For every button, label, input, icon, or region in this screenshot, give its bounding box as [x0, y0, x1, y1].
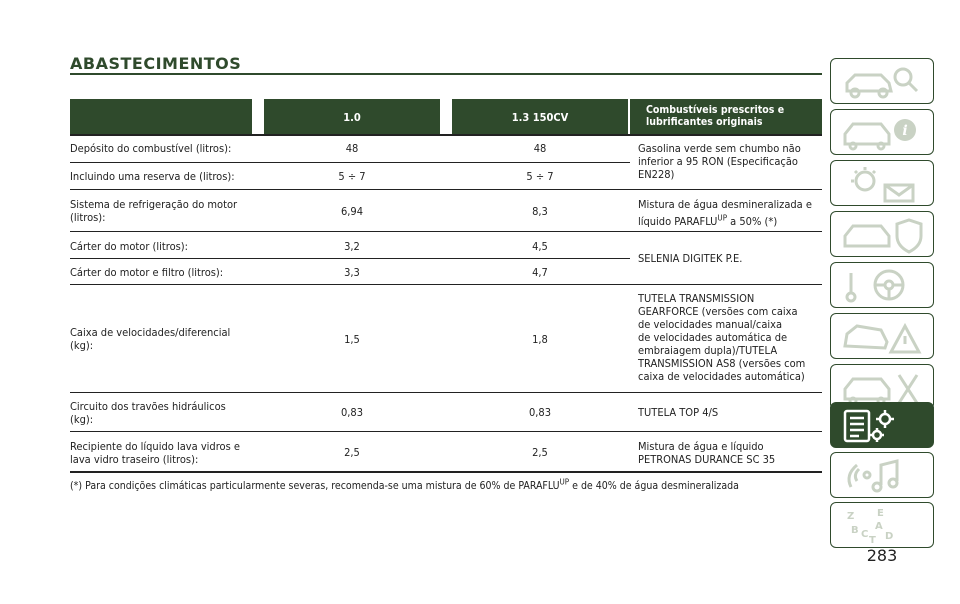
header-label-fluids — [646, 104, 822, 128]
row-reserve-value-2: 5 ÷ 7 — [526, 170, 554, 183]
sidebar-item-emergency[interactable] — [830, 313, 934, 359]
fuel-spec-line3: EN228) — [638, 168, 675, 181]
header-label-engine-1-3: 1.3 150CV — [511, 111, 569, 124]
car-safety-icon — [841, 216, 925, 254]
row-fuel-tank-value-1: 48 — [345, 142, 359, 155]
row-engine-sump-label: Cárter do motor (litros): — [70, 240, 189, 253]
gearbox-spec-line: GEARFORCE (versões com caixa — [638, 305, 798, 318]
coolant-spec-line2b: a 50% (*) — [727, 215, 778, 228]
brakes-spec: TUTELA TOP 4/S — [638, 406, 719, 419]
row-washer-label-line2: lava vidro traseiro (litros): — [70, 453, 199, 466]
row-washer-label — [70, 440, 260, 466]
svg-text:i: i — [902, 123, 908, 139]
oil-spec: SELENIA DIGITEK P.E. — [638, 252, 743, 265]
row-rule — [70, 284, 822, 285]
table-header-engine-1-0 — [264, 99, 440, 135]
coolant-spec-line1: Mistura de água desmineralizada e — [638, 198, 812, 211]
row-brakes-label-line2: (kg): — [70, 413, 94, 426]
header-fluids-line2: lubrificantes originais — [646, 116, 763, 128]
sidebar-item-safety[interactable] — [830, 211, 934, 257]
page-title: ABASTECIMENTOS — [70, 54, 242, 73]
row-rule — [70, 231, 822, 232]
row-fuel-tank-value-2: 48 — [533, 142, 547, 155]
row-sump-filter-value-1: 3,3 — [344, 266, 360, 279]
footnote-sup: UP — [559, 477, 570, 487]
row-coolant-value-1: 6,94 — [340, 205, 364, 218]
row-engine-sump-value-1: 3,2 — [344, 240, 360, 253]
row-rule — [70, 189, 822, 190]
multimedia-icon — [841, 457, 925, 495]
header-fluids-line1: Combustíveis prescritos e — [646, 104, 785, 116]
index-letter-t: T — [869, 535, 876, 545]
row-brakes-value-1: 0,83 — [340, 406, 364, 419]
row-washer-value-1: 2,5 — [344, 446, 360, 459]
gearbox-spec-line: embraiagem dupla)/TUTELA — [638, 344, 778, 357]
page-number: 283 — [866, 546, 898, 565]
sidebar-item-dashboard-info[interactable] — [830, 109, 934, 155]
car-info-icon — [841, 114, 925, 152]
technical-data-icon — [841, 407, 925, 445]
row-gearbox-label-line2: (kg): — [70, 339, 94, 352]
index-letter-d: D — [885, 531, 894, 542]
washer-spec — [638, 440, 824, 466]
fuel-spec-line2: inferior a 95 RON (Especificação — [638, 155, 798, 168]
fuel-spec-line1: Gasolina verde sem chumbo não — [638, 142, 801, 155]
steering-key-icon — [841, 267, 925, 305]
row-gearbox-value-1: 1,5 — [344, 333, 360, 346]
car-emergency-icon — [841, 318, 925, 356]
gearbox-spec-line: TUTELA TRANSMISSION — [638, 292, 755, 305]
row-brakes-label — [70, 400, 260, 426]
table-header-fluids — [630, 99, 822, 135]
row-gearbox-label-line1: Caixa de velocidades/diferencial — [70, 326, 231, 339]
coolant-spec-sup: UP — [717, 213, 728, 223]
car-magnifier-icon — [841, 63, 925, 101]
index-letter-c: C — [861, 529, 869, 540]
header-bottom-rule — [70, 134, 822, 136]
row-coolant-label-line2: (litros): — [70, 211, 106, 224]
table-bottom-rule — [70, 471, 822, 473]
table-header-engine-1-3 — [452, 99, 628, 135]
sidebar-item-alphabetical-index[interactable] — [830, 502, 934, 548]
footnote — [70, 477, 830, 493]
coolant-spec-line2 — [638, 215, 777, 228]
row-gearbox-label — [70, 326, 260, 352]
row-washer-value-2: 2,5 — [532, 446, 548, 459]
row-rule — [70, 258, 630, 259]
coolant-spec — [638, 198, 824, 228]
gearbox-spec-line: TRANSMISSION AS8 (versões com — [638, 357, 806, 370]
row-sump-filter-value-2: 4,7 — [532, 266, 548, 279]
row-gearbox-value-2: 1,8 — [532, 333, 548, 346]
washer-spec-line2: PETRONAS DURANCE SC 35 — [638, 453, 776, 466]
row-coolant-label-line1: Sistema de refrigeração do motor — [70, 198, 238, 211]
row-rule — [70, 431, 822, 432]
index-letter-e: E — [877, 508, 884, 519]
row-reserve-label: Incluindo uma reserva de (litros): — [70, 170, 235, 183]
gearbox-spec-line: de velocidades automática de — [638, 331, 788, 344]
gearbox-spec-line: caixa de velocidades automática) — [638, 370, 805, 383]
row-washer-label-line1: Recipiente do líquido lava vidros e — [70, 440, 240, 453]
row-reserve-value-1: 5 ÷ 7 — [338, 170, 366, 183]
row-coolant-value-2: 8,3 — [532, 205, 548, 218]
sidebar-item-warning-lights[interactable] — [830, 160, 934, 206]
coolant-spec-line2a: líquido PARAFLU — [638, 215, 718, 228]
washer-spec-line1: Mistura de água e líquido — [638, 440, 764, 453]
index-letter-a: A — [875, 521, 883, 532]
sidebar-item-starting-driving[interactable] — [830, 262, 934, 308]
warning-lights-icon — [841, 165, 925, 203]
row-sump-filter-label: Cárter do motor e filtro (litros): — [70, 266, 224, 279]
header-label-engine-1-0: 1.0 — [343, 111, 361, 124]
sidebar-item-multimedia[interactable] — [830, 452, 934, 498]
gearbox-spec — [638, 292, 824, 383]
row-fuel-tank-label: Depósito do combustível (litros): — [70, 142, 232, 155]
row-rule — [70, 162, 630, 163]
row-brakes-value-2: 0,83 — [528, 406, 552, 419]
table-header-blank — [70, 99, 252, 135]
row-brakes-label-line1: Circuito dos travões hidráulicos — [70, 400, 226, 413]
index-letter-z: Z — [847, 511, 855, 522]
row-engine-sump-value-2: 4,5 — [532, 240, 548, 253]
sidebar-item-technical-data[interactable] — [830, 402, 934, 448]
row-coolant-label — [70, 198, 260, 224]
alphabetical-index-icon — [841, 507, 925, 545]
footnote-part1: (*) Para condições climáticas particularmente severas, recomenda-se uma mistura de 60% de PARAFLU — [70, 480, 560, 492]
title-underline — [70, 73, 822, 75]
index-letter-b: B — [851, 525, 859, 536]
row-rule — [70, 392, 822, 393]
fuel-spec — [638, 142, 824, 181]
gearbox-spec-line: de velocidades manual/caixa — [638, 318, 783, 331]
footnote-part2: e de 40% de água desmineralizada — [569, 480, 739, 492]
sidebar-item-car-overview[interactable] — [830, 58, 934, 104]
